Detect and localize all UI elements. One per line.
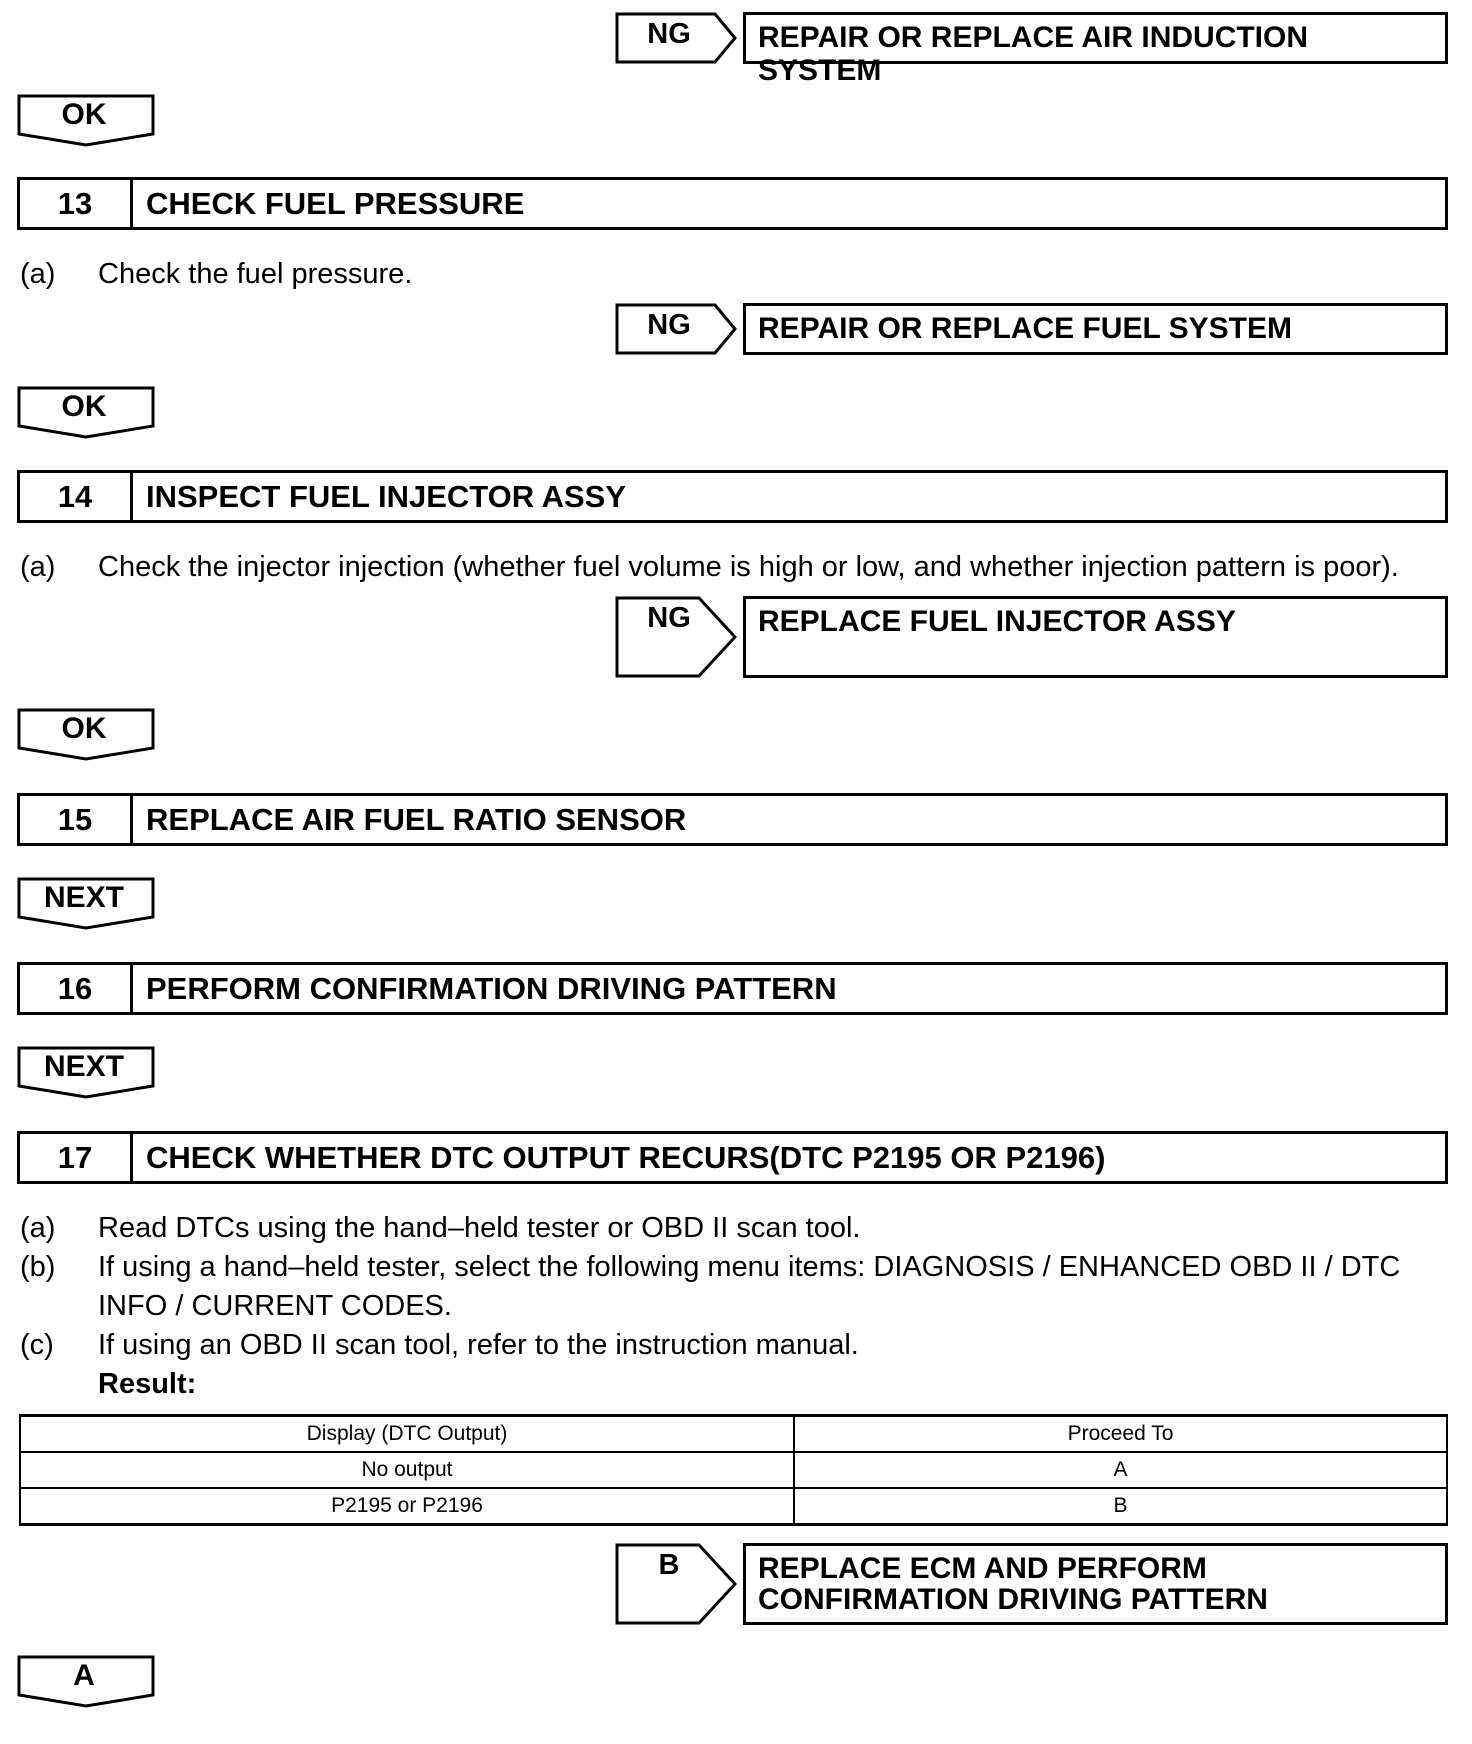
instruction-mark: (a) [20, 258, 56, 290]
ng-branch-fuel-injector [615, 596, 737, 678]
instruction-text: If using an OBD II scan tool, refer to the instruction manual. [98, 1329, 859, 1361]
branch-label: NG [647, 18, 691, 50]
step-number: 14 [20, 473, 133, 520]
instruction-line [20, 1326, 1460, 1365]
action-line: CONFIRMATION DRIVING PATTERN [758, 1583, 1268, 1616]
table-cell: P2195 or P2196 [20, 1488, 794, 1525]
instruction-line [20, 548, 1460, 587]
step-title: INSPECT FUEL INJECTOR ASSY [146, 478, 627, 514]
table-cell: B [794, 1488, 1447, 1525]
step-number: 16 [20, 965, 133, 1012]
step-number: 15 [20, 796, 133, 843]
tab-label: A [73, 1659, 95, 1692]
ok-tab [17, 94, 157, 147]
step-13-header [17, 177, 1448, 230]
branch-label: B [658, 1549, 680, 1581]
instruction-text: Check the injector injection (whether fuel volume is high or low, and whether injection pattern is poor). [98, 551, 1399, 583]
action-line: REPLACE ECM AND PERFORM [758, 1552, 1207, 1585]
instruction-line [20, 1248, 1460, 1326]
instruction-mark: (a) [20, 551, 56, 583]
tab-label: NEXT [43, 1050, 124, 1083]
step-16-header [17, 962, 1448, 1015]
instruction-line [20, 255, 1460, 294]
instruction-text: Read DTCs using the hand–held tester or OBD II scan tool. [98, 1212, 861, 1244]
table-header-cell: Proceed To [794, 1416, 1447, 1453]
tab-label: OK [61, 712, 107, 745]
step-14-instructions [20, 548, 1460, 587]
result-label: Result: [98, 1368, 197, 1400]
branch-label: NG [647, 602, 691, 634]
next-tab [17, 1046, 157, 1099]
table-header-cell: Display (DTC Output) [20, 1416, 794, 1453]
step-17-instructions [20, 1209, 1460, 1404]
instruction-text: Check the fuel pressure. [98, 258, 413, 290]
instruction-text: If using a hand–held tester, select the following menu items: DIAGNOSIS / ENHANCED OBD II / DTC INFO / CURRENT CODES. [98, 1251, 1401, 1322]
tab-label: OK [61, 390, 107, 423]
step-17-header [17, 1131, 1448, 1184]
result-table [19, 1414, 1448, 1526]
instruction-mark: (c) [20, 1329, 54, 1361]
ok-tab [17, 386, 157, 439]
step-number: 13 [20, 180, 133, 227]
tab-label: NEXT [43, 881, 124, 914]
instruction-mark: (b) [20, 1251, 56, 1283]
step-number: 17 [20, 1134, 133, 1181]
action-repair-air-induction: REPAIR OR REPLACE AIR INDUCTION SYSTEM [743, 12, 1448, 64]
a-tab [17, 1655, 157, 1708]
table-row [20, 1488, 1447, 1525]
table-header-row [20, 1416, 1447, 1453]
ok-tab [17, 708, 157, 761]
step-13-instructions [20, 255, 1460, 294]
branch-label: NG [647, 309, 691, 341]
table-row [20, 1452, 1447, 1488]
action-replace-ecm [743, 1543, 1448, 1625]
action-replace-fuel-injector: REPLACE FUEL INJECTOR ASSY [743, 596, 1448, 678]
step-14-header [17, 470, 1448, 523]
step-title: CHECK FUEL PRESSURE [146, 185, 525, 221]
action-repair-fuel-system: REPAIR OR REPLACE FUEL SYSTEM [743, 303, 1448, 355]
table-cell: No output [20, 1452, 794, 1488]
instruction-line [20, 1209, 1460, 1248]
step-title: CHECK WHETHER DTC OUTPUT RECURS(DTC P2195 OR P2196) [146, 1139, 1106, 1175]
table-cell: A [794, 1452, 1447, 1488]
step-title: REPLACE AIR FUEL RATIO SENSOR [146, 801, 687, 837]
step-title: PERFORM CONFIRMATION DRIVING PATTERN [146, 970, 837, 1006]
b-branch-replace-ecm [615, 1543, 737, 1625]
step-15-header [17, 793, 1448, 846]
ng-branch-air-induction [615, 12, 737, 64]
tab-label: OK [61, 98, 107, 131]
ng-branch-fuel-system [615, 303, 737, 355]
next-tab [17, 877, 157, 930]
instruction-mark: (a) [20, 1212, 56, 1244]
